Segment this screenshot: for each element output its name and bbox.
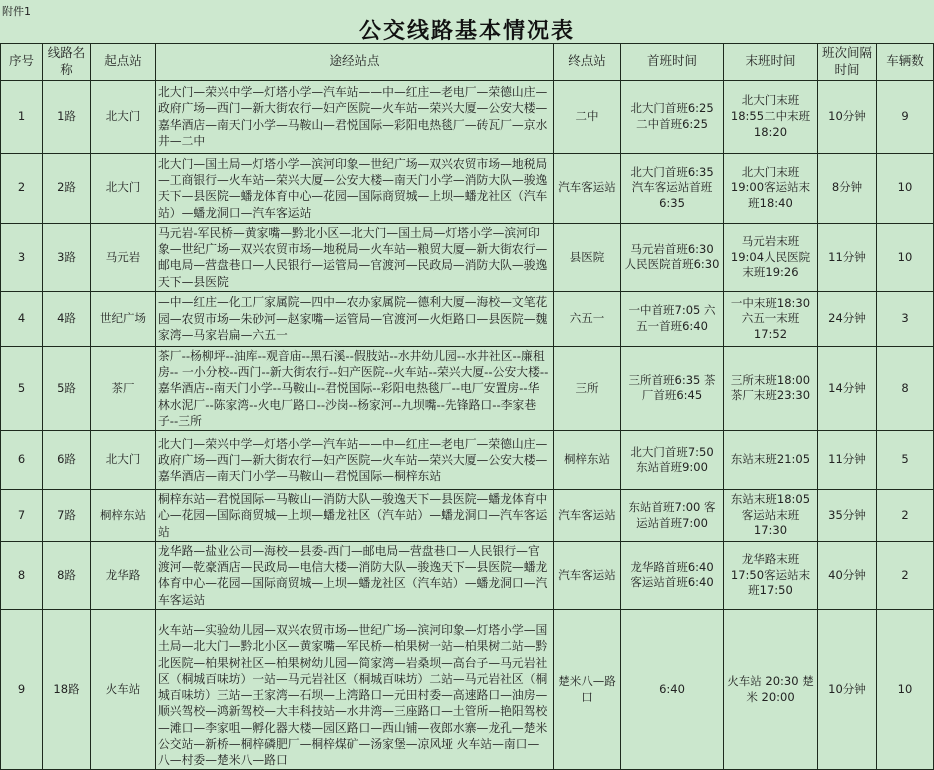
header-line: 线路名称 <box>43 44 91 81</box>
table-row <box>1 541 934 609</box>
line-name-cell: 2路 <box>43 153 91 223</box>
vehicle-count-cell: 9 <box>877 80 934 153</box>
first-bus-time-cell: 龙华路首班6:40 客运站首班6:40 <box>621 541 724 609</box>
header-row <box>1 44 934 81</box>
route-stops-cell: 马元岩-军民桥—黄家嘴—黔北小区—北大门—国土局—灯塔小学—滨河印象—世纪广场—双兴农贸市场—地税局—火车站—粮贸大厦—新大街农行—邮电局—营盘巷口—人民银行—运管局—官渡河—民政局—消防大队—骏逸天下—县医院 <box>156 223 554 291</box>
row-number-cell: 7 <box>1 490 43 542</box>
table-row <box>1 80 934 153</box>
row-number-cell: 1 <box>1 80 43 153</box>
header-last: 末班时间 <box>724 44 818 81</box>
interval-cell: 11分钟 <box>818 223 877 291</box>
line-name-cell: 5路 <box>43 346 91 430</box>
first-bus-time-cell: 东站首班7:00 客运站首班7:00 <box>621 490 724 542</box>
end-station-cell: 桐梓东站 <box>554 431 621 490</box>
first-bus-time-cell: 北大门首班6:35 汽车客运站首班 6:35 <box>621 153 724 223</box>
line-name-cell: 6路 <box>43 431 91 490</box>
header-vehicles: 车辆数 <box>877 44 934 81</box>
header-end: 终点站 <box>554 44 621 81</box>
vehicle-count-cell: 3 <box>877 291 934 346</box>
route-stops-cell: 龙华路—盐业公司—海校—县委-西门—邮电局—营盘巷口—人民银行—官渡河—乾豪酒店—民政局—电信大楼—消防大队—骏逸天下—县医院—蟠龙体育中心—花园—国际商贸城—上坝—蟠龙社区（汽车站）—蟠龙洞口—汽车客运站 <box>156 541 554 609</box>
row-number-cell: 3 <box>1 223 43 291</box>
line-name-cell: 7路 <box>43 490 91 542</box>
interval-cell: 8分钟 <box>818 153 877 223</box>
interval-cell: 10分钟 <box>818 610 877 770</box>
row-number-cell: 8 <box>1 541 43 609</box>
route-stops-cell: 北大门—国土局—灯塔小学—滨河印象—世纪广场—双兴农贸市场—地税局—工商银行—火车站—荣兴大厦—公安大楼—南天门小学—消防大队—骏逸天下—县医院—蟠龙体育中心—花园—国际商贸城—上坝—蟠龙社区（汽车站）—蟠龙洞口—汽车客运站 <box>156 153 554 223</box>
header-start: 起点站 <box>91 44 156 81</box>
end-station-cell: 二中 <box>554 80 621 153</box>
end-station-cell: 汽车客运站 <box>554 153 621 223</box>
page-title: 公交线路基本情况表 <box>358 19 575 44</box>
end-station-cell: 楚米八—路口 <box>554 610 621 770</box>
last-bus-time-cell: 火车站 20:30 楚米 20:00 <box>724 610 818 770</box>
first-bus-time-cell: 三所首班6:35 茶厂首班6:45 <box>621 346 724 430</box>
table-row <box>1 291 934 346</box>
bus-route-table <box>0 43 934 770</box>
header-first: 首班时间 <box>621 44 724 81</box>
last-bus-time-cell: 一中末班18:30 六五一末班 17:52 <box>724 291 818 346</box>
table-row <box>1 431 934 490</box>
first-bus-time-cell: 北大门首班7:50 东站首班9:00 <box>621 431 724 490</box>
start-station-cell: 火车站 <box>91 610 156 770</box>
line-name-cell: 4路 <box>43 291 91 346</box>
row-number-cell: 2 <box>1 153 43 223</box>
line-name-cell: 18路 <box>43 610 91 770</box>
route-stops-cell: —中—红庄—化工厂家属院—四中—农办家属院—德利大厦—海校—文笔花园—农贸市场—朱砂河—赵家嘴—运管局—官渡河—火炬路口—县医院—魏家湾—马家岩扁—六五一 <box>156 291 554 346</box>
end-station-cell: 汽车客运站 <box>554 541 621 609</box>
start-station-cell: 桐梓东站 <box>91 490 156 542</box>
table-row <box>1 610 934 770</box>
table-row <box>1 153 934 223</box>
last-bus-time-cell: 北大门末班 18:55二中末班 18:20 <box>724 80 818 153</box>
start-station-cell: 北大门 <box>91 80 156 153</box>
start-station-cell: 北大门 <box>91 153 156 223</box>
table-row <box>1 346 934 430</box>
route-stops-cell: 茶厂--杨柳坪--油库--观音庙--黑石溪--假肢站--水井幼儿园--水井社区--廉租房-- 一小分校--西门--新大街农行--妇产医院--火车站--荣兴大厦--公安大楼--嘉华酒店--南天门小学--马鞍山--君悦国际--彩阳电热毯厂--电厂安置房--华林水泥厂--陈家湾--火电厂路口--沙岗--杨家河--九坝嘴--先锋路口--李家巷子--三所 <box>156 346 554 430</box>
interval-cell: 14分钟 <box>818 346 877 430</box>
last-bus-time-cell: 龙华路末班 17:50客运站末 班17:50 <box>724 541 818 609</box>
interval-cell: 24分钟 <box>818 291 877 346</box>
route-stops-cell: 桐梓东站—君悦国际—马鞍山—消防大队—骏逸天下—县医院—蟠龙体育中心—花园—国际商贸城—上坝—蟠龙社区（汽车站）—蟠龙洞口—汽车客运站 <box>156 490 554 542</box>
interval-cell: 11分钟 <box>818 431 877 490</box>
header-no: 序号 <box>1 44 43 81</box>
last-bus-time-cell: 东站末班18:05 客运站末班 17:30 <box>724 490 818 542</box>
first-bus-time-cell: 6:40 <box>621 610 724 770</box>
line-name-cell: 8路 <box>43 541 91 609</box>
last-bus-time-cell: 北大门末班 19:00客运站末 班18:40 <box>724 153 818 223</box>
first-bus-time-cell: 北大门首班6:25 二中首班6:25 <box>621 80 724 153</box>
vehicle-count-cell: 8 <box>877 346 934 430</box>
row-number-cell: 9 <box>1 610 43 770</box>
start-station-cell: 马元岩 <box>91 223 156 291</box>
row-number-cell: 4 <box>1 291 43 346</box>
vehicle-count-cell: 2 <box>877 541 934 609</box>
last-bus-time-cell: 东站末班21:05 <box>724 431 818 490</box>
line-name-cell: 1路 <box>43 80 91 153</box>
line-name-cell: 3路 <box>43 223 91 291</box>
route-stops-cell: 火车站—实验幼儿园—双兴农贸市场—世纪广场—滨河印象—灯塔小学—国土局—北大门—黔北小区—黄家嘴—军民桥—柏果树一站—柏果树二站—黔北医院—柏果树社区—柏果树幼儿园—简家湾—岩桑坝—高台子—马元岩社区（桐城百味坊）一站—马元岩社区（桐城百味坊）二站—马元岩社区（桐城百味坊）三站—王家湾—石坝—上湾路口—元田村委—高速路口—油房—顺兴驾校—鸿新驾校—大丰科技站—水井湾—三座路口—土管所—艳阳驾校—滩口—李家咀—孵化器大楼—园区路口—西山铺—夜郎水寨—龙孔—楚米公交站—新桥—桐梓磷肥厂—桐梓煤矿—汤家堡—凉风垭 火车站—南口—八—村委—楚米八—路口 <box>156 610 554 770</box>
first-bus-time-cell: 马元岩首班6:30 人民医院首班6:30 <box>621 223 724 291</box>
row-number-cell: 6 <box>1 431 43 490</box>
table-row <box>1 223 934 291</box>
start-station-cell: 北大门 <box>91 431 156 490</box>
last-bus-time-cell: 马元岩末班 19:04人民医院 末班19:26 <box>724 223 818 291</box>
vehicle-count-cell: 10 <box>877 223 934 291</box>
attachment-label: 附件1 <box>2 5 31 18</box>
end-station-cell: 三所 <box>554 346 621 430</box>
start-station-cell: 龙华路 <box>91 541 156 609</box>
interval-cell: 40分钟 <box>818 541 877 609</box>
interval-cell: 10分钟 <box>818 80 877 153</box>
header-route: 途经站点 <box>156 44 554 81</box>
vehicle-count-cell: 5 <box>877 431 934 490</box>
first-bus-time-cell: 一中首班7:05 六五一首班6:40 <box>621 291 724 346</box>
row-number-cell: 5 <box>1 346 43 430</box>
start-station-cell: 茶厂 <box>91 346 156 430</box>
vehicle-count-cell: 2 <box>877 490 934 542</box>
end-station-cell: 六五一 <box>554 291 621 346</box>
vehicle-count-cell: 10 <box>877 153 934 223</box>
table-row <box>1 490 934 542</box>
end-station-cell: 汽车客运站 <box>554 490 621 542</box>
interval-cell: 35分钟 <box>818 490 877 542</box>
vehicle-count-cell: 10 <box>877 610 934 770</box>
route-stops-cell: 北大门—荣兴中学—灯塔小学—汽车站——中—红庄—老电厂—荣德山庄—政府广场—西门—新大街农行—妇产医院—火车站—荣兴大厦—公安大楼—嘉华酒店—南天门小学—马鞍山—君悦国际—彩阳电热毯厂—砖瓦厂—京水井—二中 <box>156 80 554 153</box>
header-interval: 班次间隔时间 <box>818 44 877 81</box>
route-stops-cell: 北大门—荣兴中学—灯塔小学—汽车站——中—红庄—老电厂—荣德山庄—政府广场—西门—新大街农行—妇产医院—火车站—荣兴大厦—公安大楼—嘉华酒店—南天门小学—马鞍山—君悦国际—桐梓东站 <box>156 431 554 490</box>
end-station-cell: 县医院 <box>554 223 621 291</box>
last-bus-time-cell: 三所末班18:00 茶厂末班23:30 <box>724 346 818 430</box>
start-station-cell: 世纪广场 <box>91 291 156 346</box>
